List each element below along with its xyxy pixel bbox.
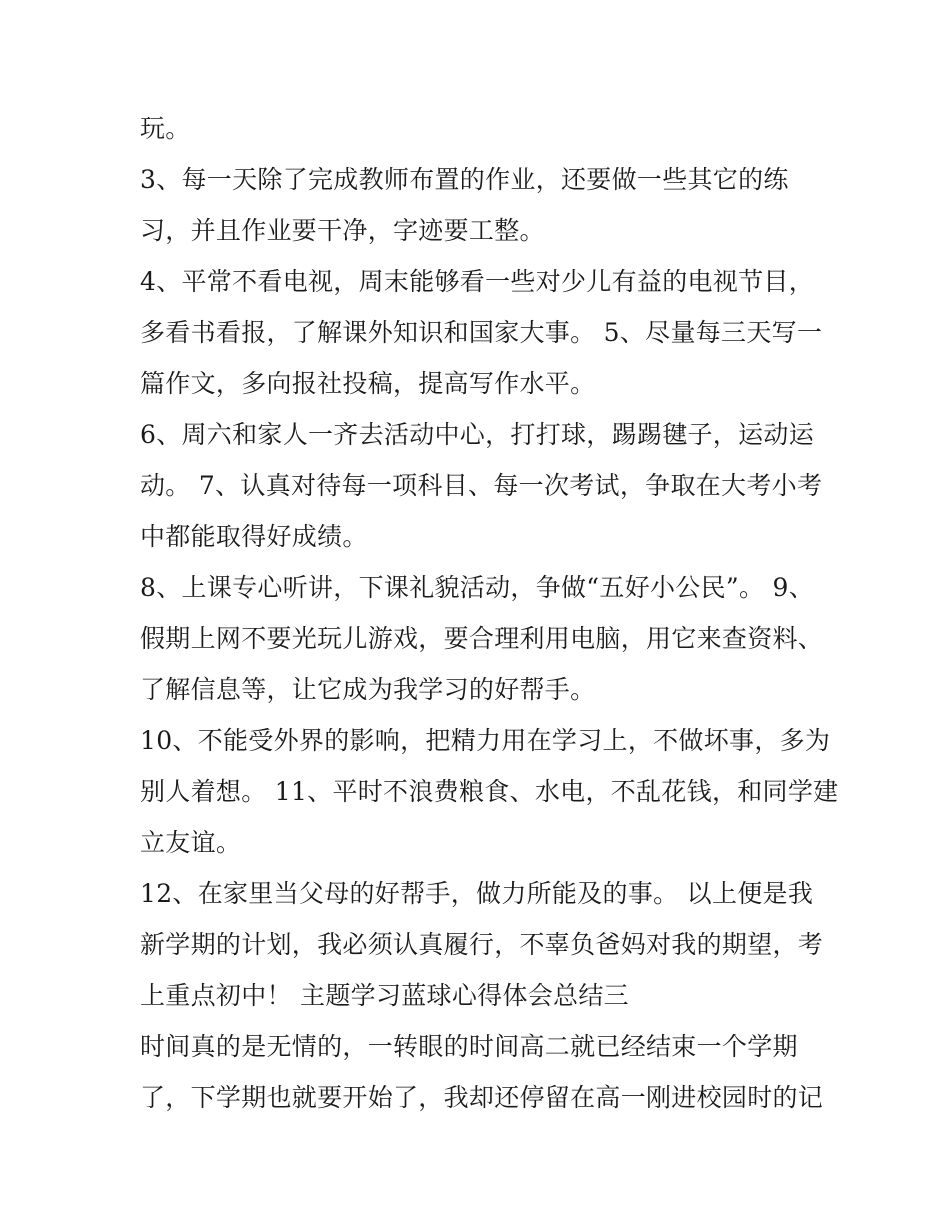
text-line: 上重点初中！ 主题学习蓝球心得体会总结三 [140,981,629,1010]
text-line: 了解信息等，让它成为我学习的好帮手。 [140,675,596,704]
text-line: 假期上网不要光玩儿游戏，要合理利用电脑，用它来查资料、 [140,624,824,653]
text-line: 3、每一天除了完成教师布置的作业，还要做一些其它的练 [140,165,789,194]
text-line: 新学期的计划，我必须认真履行，不辜负爸妈对我的期望，考 [140,930,824,959]
text-line: 立友谊。 [140,828,242,857]
text-line: 动。 7、认真对待每一项科目、每一次考试，争取在大考小考 [140,471,823,500]
text-line: 6、周六和家人一齐去活动中心，打打球，踢踢毽子，运动运 [140,420,815,449]
text-line: 了，下学期也就要开始了，我却还停留在高一刚进校园时的记 [140,1083,824,1112]
text-line: 4、平常不看电视，周末能够看一些对少儿有益的电视节目， [140,267,815,296]
text-line: 时间真的是无情的，一转眼的时间高二就已经结束一个学期 [140,1032,798,1061]
text-line: 10、不能受外界的影响，把精力用在学习上，不做坏事，多为 [140,726,831,755]
text-line: 习，并且作业要干净，字迹要工整。 [140,216,545,245]
text-line: 玩。 [140,114,191,143]
text-line: 别人着想。 11、平时不浪费粮食、水电，不乱花钱，和同学建 [140,777,839,806]
text-line: 篇作文，多向报社投稿，提高写作水平。 [140,369,596,398]
text-line: 12、在家里当父母的好帮手，做力所能及的事。 以上便是我 [140,879,814,908]
text-line: 8、上课专心听讲，下课礼貌活动，争做“五好小公民”。 9、 [140,573,815,602]
text-line: 多看书看报，了解课外知识和国家大事。 5、尽量每三天写一 [140,318,823,347]
text-line: 中都能取得好成绩。 [140,522,368,551]
